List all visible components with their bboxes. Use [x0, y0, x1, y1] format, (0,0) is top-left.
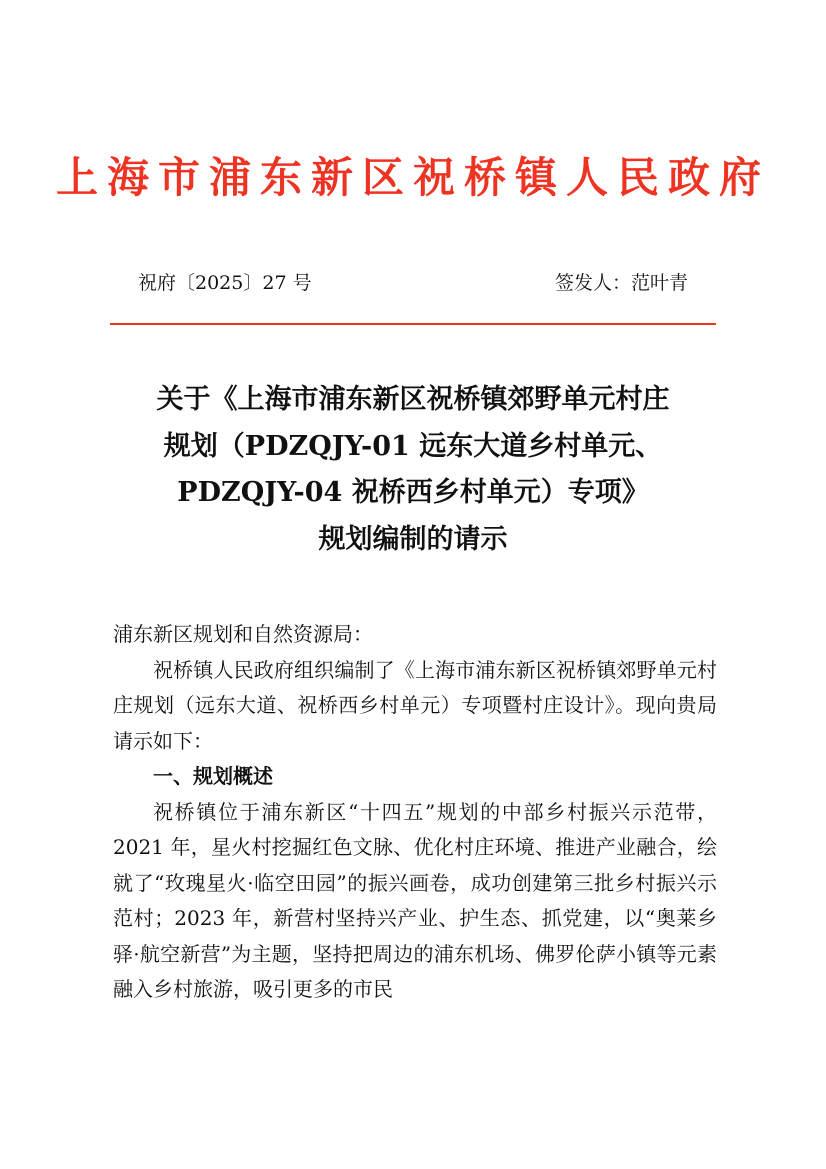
- document-title: [60, 377, 766, 563]
- salutation: 浦东新区规划和自然资源局：: [113, 622, 373, 646]
- masthead-title: 上海市浦东新区祝桥镇人民政府: [55, 153, 770, 202]
- title-line: PDZQJY-04 祝桥西乡村单元）专项》: [177, 477, 649, 508]
- title-line: 规划编制的请示: [318, 523, 508, 555]
- section-heading: 一、规划概述: [153, 764, 273, 788]
- document-body: [113, 617, 717, 1008]
- document-number: 祝府〔2025〕27 号: [138, 272, 312, 294]
- signer: 签发人：范叶青: [554, 272, 688, 294]
- document-meta: [138, 268, 688, 298]
- body-paragraph: 祝桥镇人民政府组织编制了《上海市浦东新区祝桥镇郊野单元村庄规划（远东大道、祝桥西乡村单元）专项暨村庄设计》。现向贵局请示如下：: [113, 657, 717, 753]
- title-line: 规划（PDZQJY-01 远东大道乡村单元、: [163, 430, 663, 462]
- body-paragraph: 祝桥镇位于浦东新区“十四五”规划的中部乡村振兴示范带，2021 年，星火村挖掘红色文脉、优化村庄环境、推进产业融合，绘就了“玫瑰星火·临空田园”的振兴画卷，成功创建第三批乡村振兴示范村；2023 年，新营村坚持兴产业、护生态、抓党建，以“奥莱乡驿·航空新营”为主题，坚持把周边的浦东机场、佛罗伦萨小镇等元素融入乡村旅游，吸引更多的市民: [113, 799, 717, 1001]
- red-divider-line: [110, 323, 716, 325]
- title-line: 关于《上海市浦东新区祝桥镇郊野单元村庄: [156, 384, 670, 415]
